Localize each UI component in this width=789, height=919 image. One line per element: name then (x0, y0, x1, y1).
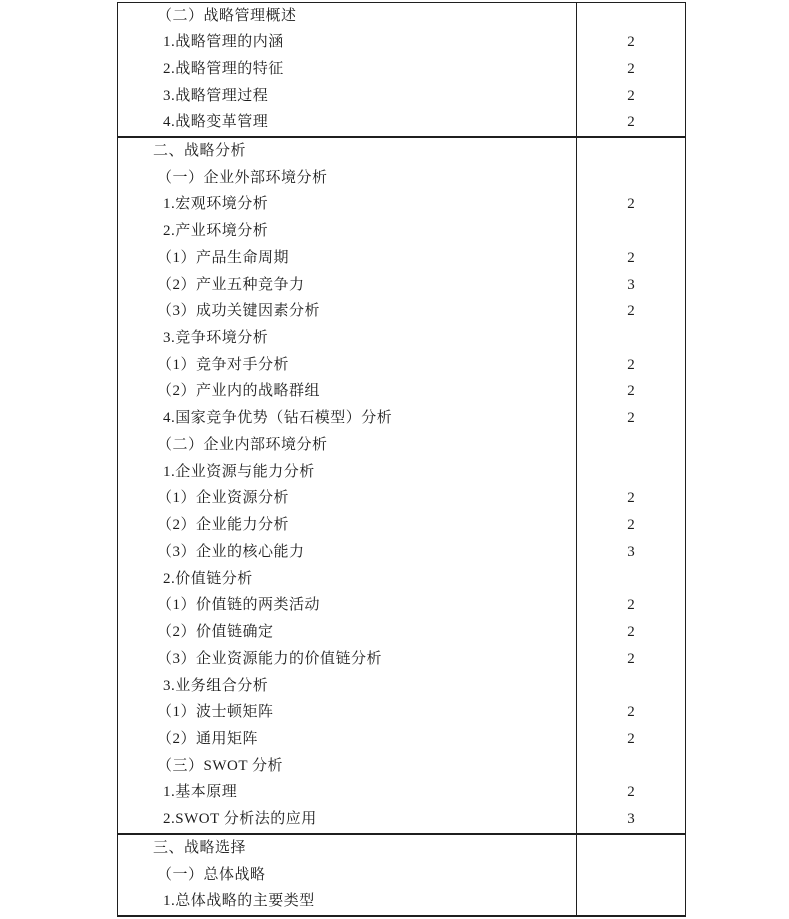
table-row (118, 191, 685, 218)
table-row (118, 888, 685, 915)
hours-cell: 2 (576, 83, 685, 110)
hours-cell: 3 (576, 539, 685, 566)
topic-cell: 4.国家竞争优势（钻石模型）分析 (163, 410, 393, 427)
table-row (118, 780, 685, 807)
hours-cell (576, 459, 685, 486)
hours-cell (576, 862, 685, 889)
table-row (118, 753, 685, 780)
topic-cell: 3.竞争环境分析 (163, 330, 269, 346)
table-row (118, 30, 685, 57)
hours-cell (576, 432, 685, 459)
table-row (118, 592, 685, 619)
table-row (118, 3, 685, 30)
topic-cell: 1.企业资源与能力分析 (163, 463, 315, 480)
topic-cell: （一）总体战略 (157, 866, 266, 883)
table-row (118, 806, 685, 833)
hours-cell: 2 (576, 486, 685, 513)
topic-cell: 2.SWOT 分析法的应用 (163, 811, 317, 828)
table-row (118, 245, 685, 272)
hours-cell (576, 566, 685, 593)
topic-cell: 1.战略管理的内涵 (163, 34, 284, 51)
hours-cell: 2 (576, 298, 685, 325)
hours-cell (576, 325, 685, 352)
hours-cell: 3 (576, 806, 685, 833)
table-section (118, 136, 685, 833)
table-row (118, 673, 685, 700)
topic-cell: （三）SWOT 分析 (157, 757, 283, 774)
table-row (118, 405, 685, 432)
topic-cell: （1）企业资源分析 (157, 490, 290, 507)
hours-cell: 2 (576, 352, 685, 379)
hours-cell: 2 (576, 592, 685, 619)
topic-cell: 2.战略管理的特征 (163, 60, 284, 77)
hours-cell (576, 138, 685, 165)
table-row (118, 486, 685, 513)
table-row (118, 379, 685, 406)
table-row (118, 646, 685, 673)
topic-cell: 1.基本原理 (163, 784, 238, 801)
table-row (118, 432, 685, 459)
table-row (118, 138, 685, 165)
topic-cell: 2.产业环境分析 (163, 223, 269, 240)
topic-cell: 1.总体战略的主要类型 (163, 893, 315, 910)
hours-cell: 2 (576, 780, 685, 807)
table-row (118, 459, 685, 486)
topic-cell: 1.宏观环境分析 (163, 196, 269, 213)
table-row (118, 726, 685, 753)
table-row (118, 325, 685, 352)
topic-cell: （2）通用矩阵 (157, 731, 259, 748)
hours-cell (576, 3, 685, 30)
hours-cell: 2 (576, 109, 685, 136)
table-row (118, 218, 685, 245)
topic-cell: （2）产业内的战略群组 (157, 383, 321, 400)
topic-cell: 3.业务组合分析 (163, 677, 269, 694)
topic-cell: 三、战略选择 (153, 839, 247, 856)
hours-cell: 2 (576, 379, 685, 406)
topic-cell: （3）企业的核心能力 (157, 543, 305, 560)
topic-cell: 2.价值链分析 (163, 570, 253, 587)
topic-cell: （1）产品生命周期 (157, 249, 290, 266)
table-row (118, 298, 685, 325)
hours-cell: 3 (576, 272, 685, 299)
table-row (118, 109, 685, 136)
topic-cell: （3）企业资源能力的价值链分析 (157, 650, 383, 667)
hours-cell: 2 (576, 726, 685, 753)
hours-cell: 2 (576, 646, 685, 673)
hours-cell (576, 835, 685, 862)
topic-cell: （二）战略管理概述 (157, 7, 297, 24)
table-row (118, 272, 685, 299)
hours-cell (576, 888, 685, 915)
hours-cell: 2 (576, 56, 685, 83)
table-row (118, 512, 685, 539)
topic-cell: 二、战略分析 (153, 142, 247, 159)
table-row (118, 83, 685, 110)
topic-cell: （1）波士顿矩阵 (157, 704, 274, 721)
table-row (118, 56, 685, 83)
table-row (118, 539, 685, 566)
hours-cell: 2 (576, 619, 685, 646)
topic-cell: （1）价值链的两类活动 (157, 597, 321, 614)
table-row (118, 352, 685, 379)
hours-cell: 2 (576, 30, 685, 57)
hours-cell (576, 673, 685, 700)
table-row (118, 862, 685, 889)
table-section (118, 3, 685, 136)
table-row (118, 835, 685, 862)
hours-cell: 2 (576, 245, 685, 272)
topic-cell: （一）企业外部环境分析 (157, 169, 328, 186)
hours-cell: 2 (576, 191, 685, 218)
topic-cell: 4.战略变革管理 (163, 114, 269, 131)
table-row (118, 699, 685, 726)
hours-cell (576, 753, 685, 780)
syllabus-hours-table (117, 2, 686, 917)
hours-cell: 2 (576, 699, 685, 726)
hours-cell (576, 218, 685, 245)
topic-cell: （3）成功关键因素分析 (157, 303, 321, 320)
topic-cell: （二）企业内部环境分析 (157, 436, 328, 453)
table-row (118, 619, 685, 646)
table-section (118, 833, 685, 915)
topic-cell: （2）价值链确定 (157, 624, 274, 641)
table-row (118, 165, 685, 192)
table-row (118, 566, 685, 593)
topic-cell: （1）竞争对手分析 (157, 356, 290, 373)
topic-cell: （2）产业五种竞争力 (157, 276, 305, 293)
hours-cell: 2 (576, 512, 685, 539)
topic-cell: （2）企业能力分析 (157, 517, 290, 534)
hours-cell (576, 165, 685, 192)
topic-cell: 3.战略管理过程 (163, 87, 269, 104)
hours-cell: 2 (576, 405, 685, 432)
